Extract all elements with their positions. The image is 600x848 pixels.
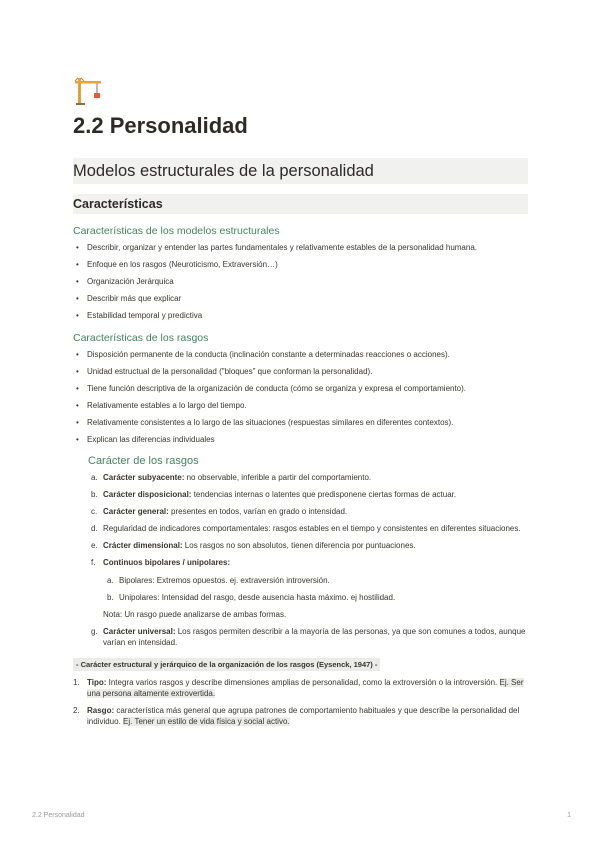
definition: Unipolares: Intensidad del rasgo, desde ausencia hasta máximo. ej hostilidad.: [119, 593, 396, 602]
page-number: 1: [567, 812, 571, 819]
list-marker: a.: [91, 473, 98, 482]
list-item: [91, 489, 528, 500]
definition: Bipolares: Extremos opuestos. ej. extraversión introversión.: [119, 576, 330, 585]
list-item: • Relativamente consistentes a lo largo de las situaciones (respuestas similares en diferentes contextos).: [73, 417, 528, 428]
list-item: • Describir más que explicar: [73, 293, 528, 304]
term: Continuos bipolares / unipolares:: [103, 558, 231, 567]
list-item: • Tiene función descriptiva de la organización de conducta (cómo se organiza y expresa el comportamiento).: [73, 383, 528, 394]
list-marker: 1.: [73, 678, 80, 687]
traits-list: [73, 349, 528, 445]
list-item: [91, 557, 528, 603]
definition: no observable, inferible a partir del comportamiento.: [184, 473, 372, 482]
list-marker: e.: [91, 541, 98, 550]
definition: Los rasgos no son absolutos, tienen diferencia por puntuaciones.: [182, 541, 416, 550]
list-item: [73, 705, 528, 727]
list-marker: 2.: [73, 706, 80, 715]
note-text: Nota: Un rasgo puede analizarse de ambas formas.: [103, 610, 287, 619]
list-item: • Estabilidad temporal y predictiva: [73, 310, 528, 321]
list-item: [91, 506, 528, 517]
section-heading: Modelos estructurales de la personalidad: [73, 162, 374, 180]
list-item: • Enfoque en los rasgos (Neuroticismo, Extraversión…): [73, 259, 528, 270]
list-marker: c.: [91, 507, 98, 516]
term: Tipo:: [87, 678, 107, 687]
definition: presentes en todos, varían en grado o intensidad.: [168, 507, 348, 516]
footer-title: 2.2 Personalidad: [32, 812, 85, 819]
term: Carácter universal:: [103, 627, 176, 636]
page-content: [73, 76, 528, 733]
construction-crane-icon: [73, 76, 103, 106]
term: Carácter general:: [103, 507, 169, 516]
list-item: [91, 523, 528, 534]
structural-models-title: Características de los modelos estructurales: [73, 225, 280, 237]
definition: característica más general que agrupa patrones de comportamiento habituales y que describe la personalidad del individuo.: [87, 706, 520, 726]
definition: Integra varios rasgos y describe dimensiones amplias de personalidad, como la extroversión o la introversión.: [106, 678, 500, 687]
trait-character-list-cont: [73, 626, 528, 648]
traits-title: Características de los rasgos: [73, 332, 209, 344]
list-item: [107, 575, 528, 586]
definition: Regularidad de indicadores comportamentales: rasgos estables en el tiempo y consistentes en diferentes situaciones.: [103, 524, 521, 533]
list-marker: f.: [91, 558, 96, 567]
list-item: [91, 472, 528, 483]
list-marker: b.: [107, 593, 114, 602]
term: Carácter disposicional:: [103, 490, 192, 499]
term: Crácter dimensional:: [103, 541, 183, 550]
list-item: • Organización Jerárquica: [73, 276, 528, 287]
term: Carácter subyacente:: [103, 473, 185, 482]
nested-list: [103, 575, 528, 603]
hierarchy-banner: - Carácter estructural y jerárquico de la organización de los rasgos (Eysenck, 1947) -: [73, 658, 380, 671]
term: Rasgo:: [87, 706, 115, 715]
page-title: 2.2 Personalidad: [73, 113, 248, 138]
hierarchy-list: [73, 677, 528, 727]
definition: tendencias internas o latentes que predisponene ciertas formas de actuar.: [191, 490, 457, 499]
list-item: • Unidad estructual de la personalidad ("bloques" que conforman la personalidad).: [73, 366, 528, 377]
structural-models-list: [73, 242, 528, 321]
list-item: • Explican las diferencias individuales: [73, 434, 528, 445]
list-item: • Describir, organizar y entender las partes fundamentales y relativamente estables de la personalidad humana.: [73, 242, 528, 253]
example-highlight: Ej. Tener un estilo de vida física y social activo.: [123, 717, 290, 726]
trait-character-list: [73, 472, 528, 603]
example-highlight: Ej. Ser una persona altamente extrovertida.: [87, 678, 524, 698]
list-marker: g.: [91, 627, 98, 636]
subheading-box: [73, 194, 528, 214]
subheading: Características: [73, 197, 163, 211]
list-item: [91, 540, 528, 551]
list-item: [73, 677, 528, 699]
list-item: • Relativamente estables a lo largo del tiempo.: [73, 400, 528, 411]
list-marker: a.: [107, 576, 114, 585]
list-marker: d.: [91, 524, 98, 533]
definition: Los rasgos permiten describir a la mayoría de las personas, ya que son comunes a todos, aunque varían en intensidad.: [103, 627, 526, 647]
list-marker: b.: [91, 490, 98, 499]
trait-character-title: Carácter de los rasgos: [88, 455, 199, 467]
list-item: • Disposición permanente de la conducta (inclinación constante a determinadas reacciones o acciones).: [73, 349, 528, 360]
section-heading-box: [73, 158, 528, 184]
list-item: [91, 626, 528, 648]
list-item: [107, 592, 528, 603]
